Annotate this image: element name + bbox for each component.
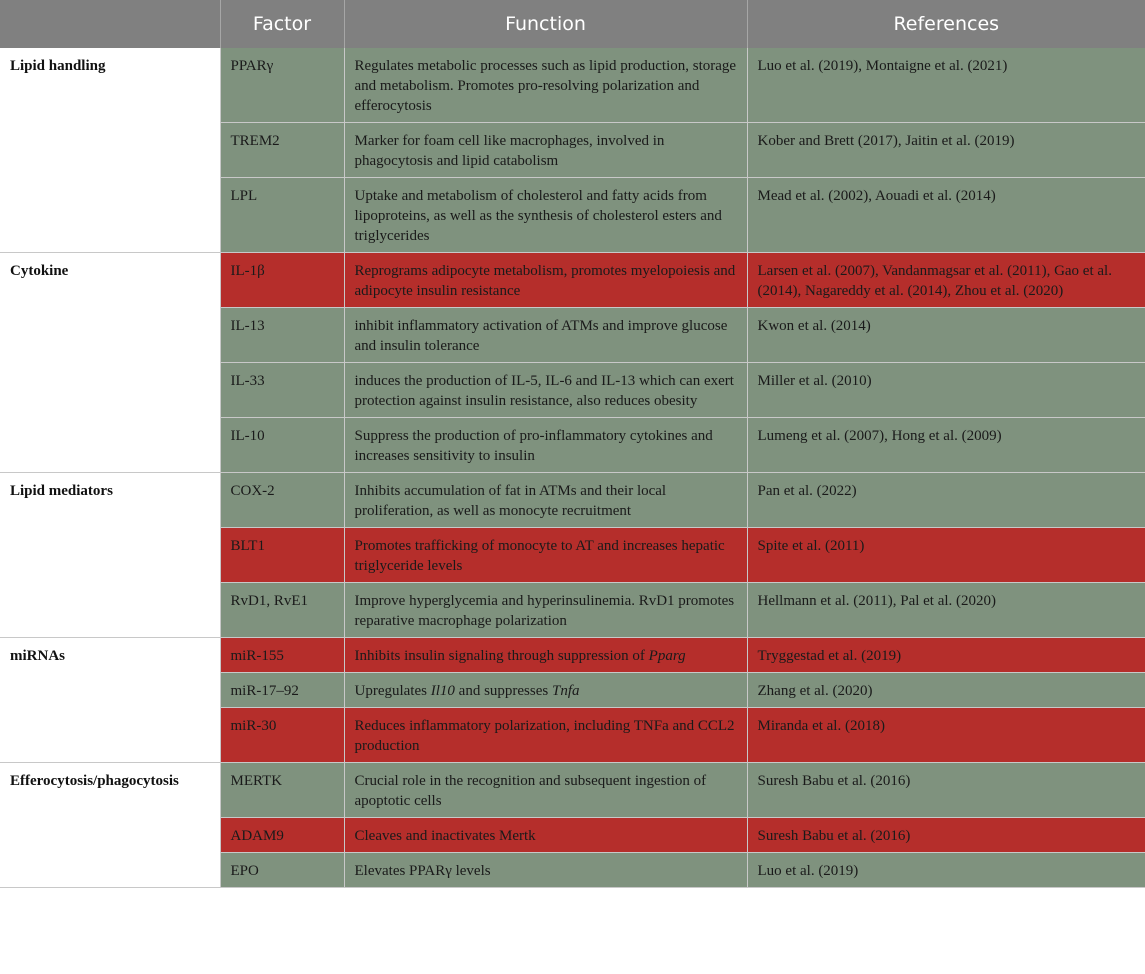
- function-cell: Reduces inflammatory polarization, including TNFa and CCL2 production: [344, 708, 747, 763]
- function-text: Inhibits insulin signaling through suppression of: [354, 648, 649, 664]
- factor-cell: miR-17–92: [220, 673, 344, 708]
- factor-cell: TREM2: [220, 123, 344, 178]
- function-text: and suppresses: [454, 683, 552, 699]
- factor-cell: IL-10: [220, 418, 344, 473]
- header-function: Function: [344, 0, 747, 48]
- category-cell: Lipid mediators: [0, 473, 220, 638]
- function-cell: Elevates PPARγ levels: [344, 853, 747, 888]
- references-cell: Miranda et al. (2018): [747, 708, 1145, 763]
- function-cell: Regulates metabolic processes such as lipid production, storage and metabolism. Promotes pro-resolving polarization and efferocytosis: [344, 48, 747, 123]
- function-cell: Improve hyperglycemia and hyperinsulinemia. RvD1 promotes reparative macrophage polarization: [344, 583, 747, 638]
- function-cell: Uptake and metabolism of cholesterol and fatty acids from lipoproteins, as well as the synthesis of cholesterol esters and triglycerides: [344, 178, 747, 253]
- table-row: [0, 253, 1145, 308]
- function-cell: Suppress the production of pro-inflammatory cytokines and increases sensitivity to insulin: [344, 418, 747, 473]
- factor-cell: LPL: [220, 178, 344, 253]
- function-cell: Marker for foam cell like macrophages, involved in phagocytosis and lipid catabolism: [344, 123, 747, 178]
- factor-cell: RvD1, RvE1: [220, 583, 344, 638]
- function-cell: Promotes trafficking of monocyte to AT and increases hepatic triglyceride levels: [344, 528, 747, 583]
- factor-cell: IL-1β: [220, 253, 344, 308]
- header-factor: Factor: [220, 0, 344, 48]
- references-cell: Mead et al. (2002), Aouadi et al. (2014): [747, 178, 1145, 253]
- table-row: [0, 638, 1145, 673]
- references-cell: Luo et al. (2019): [747, 853, 1145, 888]
- factor-cell: IL-13: [220, 308, 344, 363]
- references-cell: Kober and Brett (2017), Jaitin et al. (2019): [747, 123, 1145, 178]
- function-cell: Crucial role in the recognition and subsequent ingestion of apoptotic cells: [344, 763, 747, 818]
- factor-cell: BLT1: [220, 528, 344, 583]
- factor-cell: EPO: [220, 853, 344, 888]
- function-cell: inhibit inflammatory activation of ATMs and improve glucose and insulin tolerance: [344, 308, 747, 363]
- references-cell: Spite et al. (2011): [747, 528, 1145, 583]
- table-row: [0, 48, 1145, 123]
- factor-cell: MERTK: [220, 763, 344, 818]
- category-cell: Lipid handling: [0, 48, 220, 253]
- category-cell: miRNAs: [0, 638, 220, 763]
- function-cell: Cleaves and inactivates Mertk: [344, 818, 747, 853]
- function-text: Upregulates: [354, 683, 431, 699]
- references-cell: Miller et al. (2010): [747, 363, 1145, 418]
- category-cell: Efferocytosis/phagocytosis: [0, 763, 220, 888]
- table-body: [0, 48, 1145, 888]
- references-cell: Zhang et al. (2020): [747, 673, 1145, 708]
- references-cell: Larsen et al. (2007), Vandanmagsar et al. (2011), Gao et al. (2014), Nagareddy et al. (2014), Zhou et al. (2020): [747, 253, 1145, 308]
- function-cell: [344, 673, 747, 708]
- references-cell: Suresh Babu et al. (2016): [747, 763, 1145, 818]
- function-cell: Reprograms adipocyte metabolism, promotes myelopoiesis and adipocyte insulin resistance: [344, 253, 747, 308]
- header-references: References: [747, 0, 1145, 48]
- references-cell: Pan et al. (2022): [747, 473, 1145, 528]
- factor-cell: miR-30: [220, 708, 344, 763]
- header-row: [0, 0, 1145, 48]
- references-cell: Kwon et al. (2014): [747, 308, 1145, 363]
- references-cell: Suresh Babu et al. (2016): [747, 818, 1145, 853]
- factor-cell: IL-33: [220, 363, 344, 418]
- function-cell: induces the production of IL-5, IL-6 and IL-13 which can exert protection against insulin resistance, also reduces obesity: [344, 363, 747, 418]
- references-cell: Tryggestad et al. (2019): [747, 638, 1145, 673]
- references-cell: Hellmann et al. (2011), Pal et al. (2020): [747, 583, 1145, 638]
- category-cell: Cytokine: [0, 253, 220, 473]
- table-row: [0, 473, 1145, 528]
- references-cell: Lumeng et al. (2007), Hong et al. (2009): [747, 418, 1145, 473]
- function-cell: Inhibits accumulation of fat in ATMs and their local proliferation, as well as monocyte recruitment: [344, 473, 747, 528]
- function-cell: [344, 638, 747, 673]
- gene-name: Pparg: [648, 648, 686, 664]
- gene-name: Il10: [430, 683, 455, 699]
- header-category: [0, 0, 220, 48]
- table-row: [0, 763, 1145, 818]
- gene-name: Tnfa: [551, 683, 580, 699]
- factor-cell: COX-2: [220, 473, 344, 528]
- factor-cell: miR-155: [220, 638, 344, 673]
- references-cell: Luo et al. (2019), Montaigne et al. (2021): [747, 48, 1145, 123]
- factor-cell: PPARγ: [220, 48, 344, 123]
- factor-cell: ADAM9: [220, 818, 344, 853]
